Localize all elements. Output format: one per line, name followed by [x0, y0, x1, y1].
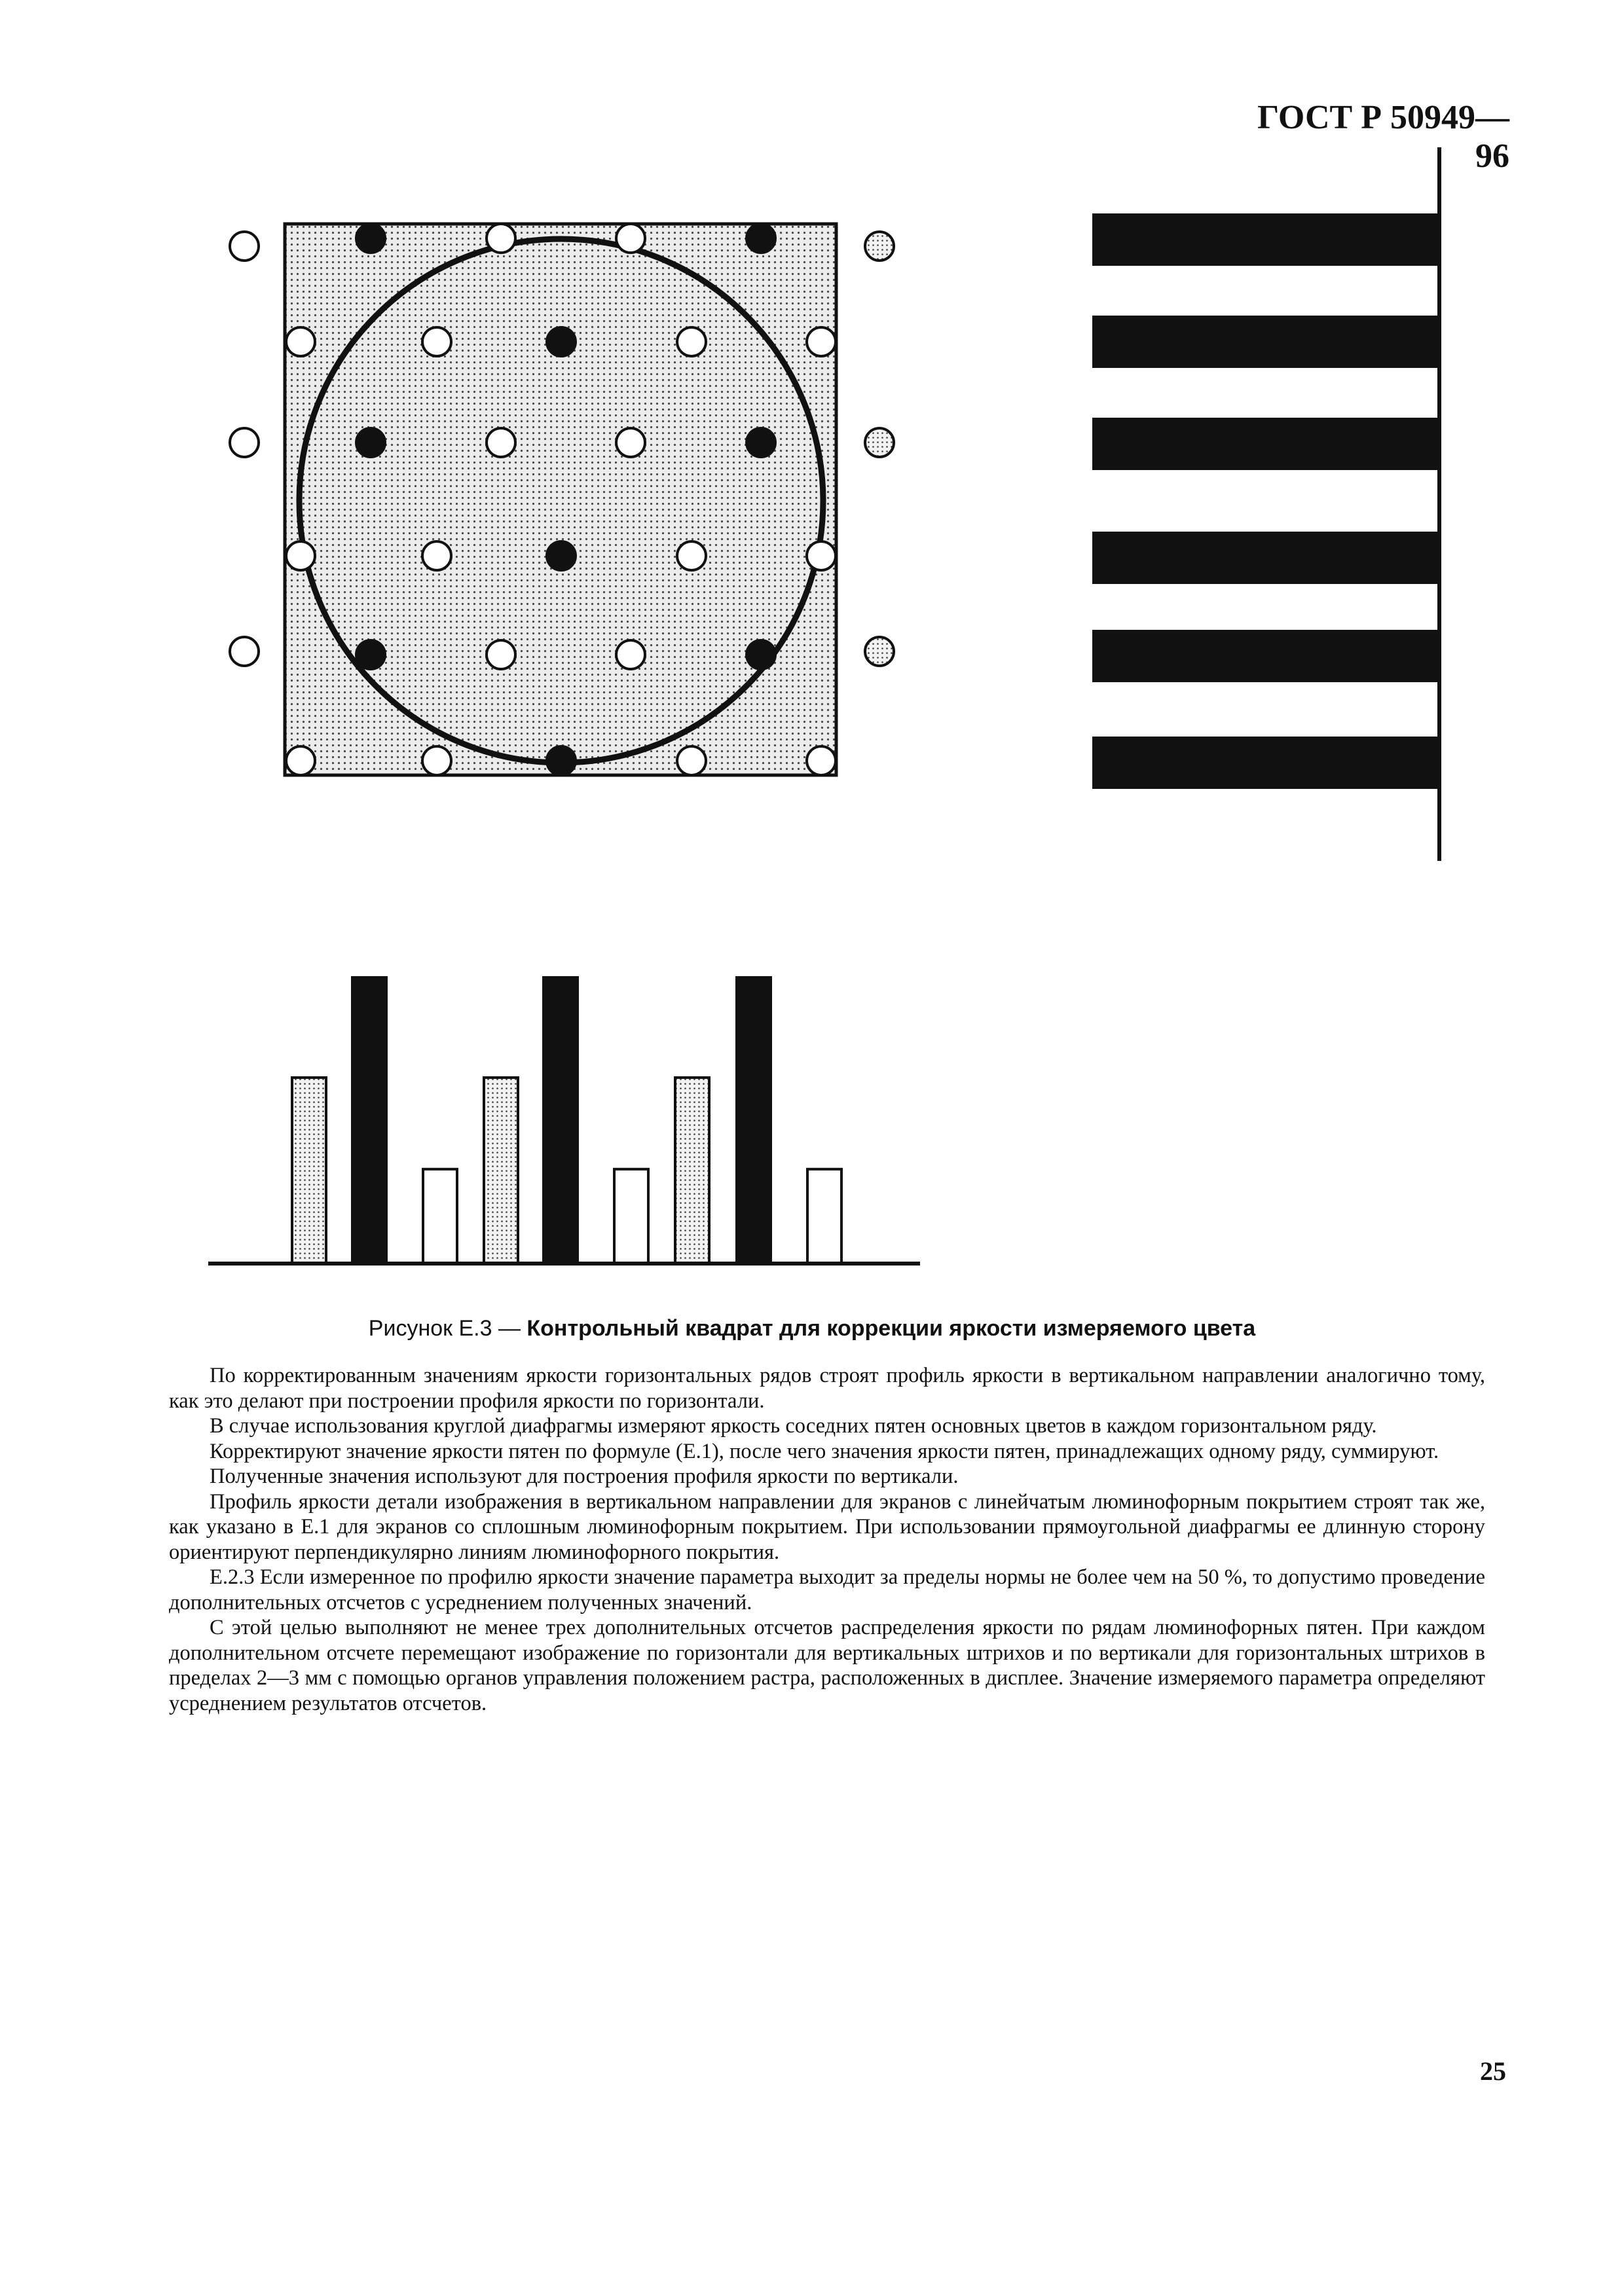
spot-white: [616, 640, 645, 669]
control-square: [230, 224, 894, 775]
bar-white: [614, 1169, 648, 1264]
stripe: [1092, 213, 1439, 266]
paragraph: Полученные значения используют для построения профиля яркости по вертикали.: [210, 1465, 959, 1488]
spot-white: [677, 541, 706, 570]
bar-black: [544, 977, 578, 1264]
spot-white: [616, 428, 645, 457]
spot-black: [747, 428, 775, 457]
paragraph: С этой целью выполняют не менее трех дополнительных отсчетов распределения яркости по рядам люминофорных пятен. При каждом дополнительном отсчете перемещают изображение по горизонтали для вертикальных штрихов и по вертикали для горизонтальных штрихов в пределах 2—3 мм с помощью органов управления положением растра, расположенных в дисплее. Значение измеряемого параметра определяют усреднением результатов отсчетов.: [169, 1616, 1485, 1715]
spot-white: [616, 224, 645, 253]
spot-white: [807, 746, 836, 775]
bar-stippled: [484, 1078, 518, 1264]
spot-black: [547, 746, 576, 775]
bar-white: [807, 1169, 841, 1264]
caption-title: Контрольный квадрат для коррекции яркости измеряемого цвета: [526, 1316, 1256, 1341]
stripe: [1092, 737, 1439, 789]
stripe: [1092, 418, 1439, 470]
outside-spot-stippled: [865, 428, 894, 457]
figure-caption: [131, 1316, 1493, 1341]
spot-stippled: [487, 428, 515, 457]
standard-code: ГОСТ Р 50949—96: [1257, 99, 1509, 175]
paragraph: По корректированным значениям яркости горизонтальных рядов строят профиль яркости в вертикальном направлении аналогично тому, как это делают при построении профиля яркости по горизонтали.: [169, 1364, 1485, 1413]
spot-black: [747, 224, 775, 253]
stripes: [1092, 213, 1439, 789]
outside-spot-white: [230, 428, 259, 457]
spot-stippled: [487, 640, 515, 669]
spot-white: [677, 746, 706, 775]
outside-spot-white: [230, 232, 259, 261]
spot-white: [807, 327, 836, 356]
page-number: 25: [1480, 2056, 1506, 2086]
caption-label: Рисунок Е.3 —: [368, 1316, 521, 1341]
spot-black: [547, 327, 576, 356]
spot-stippled: [286, 541, 315, 570]
body-text: [169, 1363, 1485, 1716]
spot-white: [677, 327, 706, 356]
spot-white: [422, 746, 451, 775]
spot-black: [547, 541, 576, 570]
stripe: [1092, 630, 1439, 682]
spot-stippled: [487, 224, 515, 253]
outside-spot-white: [230, 637, 259, 666]
spot-stippled: [286, 327, 315, 356]
bar-white: [423, 1169, 457, 1264]
spot-black: [356, 428, 385, 457]
paragraph: Е.2.3 Если измеренное по профилю яркости значение параметра выходит за пределы нормы не более чем на 50 %, то допустимо проведение дополнительных отсчетов с усреднением полученных значений.: [169, 1565, 1485, 1614]
spot-black: [356, 224, 385, 253]
bar-black: [352, 977, 386, 1264]
brightness-profile-chart: [208, 977, 920, 1264]
spot-white: [422, 327, 451, 356]
outside-spot-stippled: [865, 232, 894, 261]
bar-stippled: [292, 1078, 326, 1264]
spot-black: [747, 640, 775, 669]
spot-black: [356, 640, 385, 669]
paragraph: В случае использования круглой диафрагмы измеряют яркость соседних пятен основных цветов в каждом горизонтальном ряду.: [210, 1414, 1377, 1438]
spot-stippled: [286, 746, 315, 775]
spot-white: [807, 541, 836, 570]
bar-black: [737, 977, 771, 1264]
bar-stippled: [675, 1078, 709, 1264]
dotted-square: [285, 224, 836, 775]
chart-bars: [292, 977, 841, 1264]
stripe: [1092, 316, 1439, 368]
stripe-pattern: [1092, 147, 1439, 861]
paragraph: Профиль яркости детали изображения в вертикальном направлении для экранов с линейчатым люминофорным покрытием строят так же, как указано в Е.1 для экранов со сплошным люминофорным покрытием. При использовании прямоугольной диафрагмы ее длинную сторону ориентируют перпендикулярно линиям люминофорного покрытия.: [169, 1489, 1485, 1564]
paragraph: Корректируют значение яркости пятен по формуле (Е.1), после чего значения яркости пятен, принадлежащих одному ряду, суммируют.: [210, 1439, 1439, 1463]
outside-spot-stippled: [865, 637, 894, 666]
spot-white: [422, 541, 451, 570]
stripe: [1092, 532, 1439, 584]
